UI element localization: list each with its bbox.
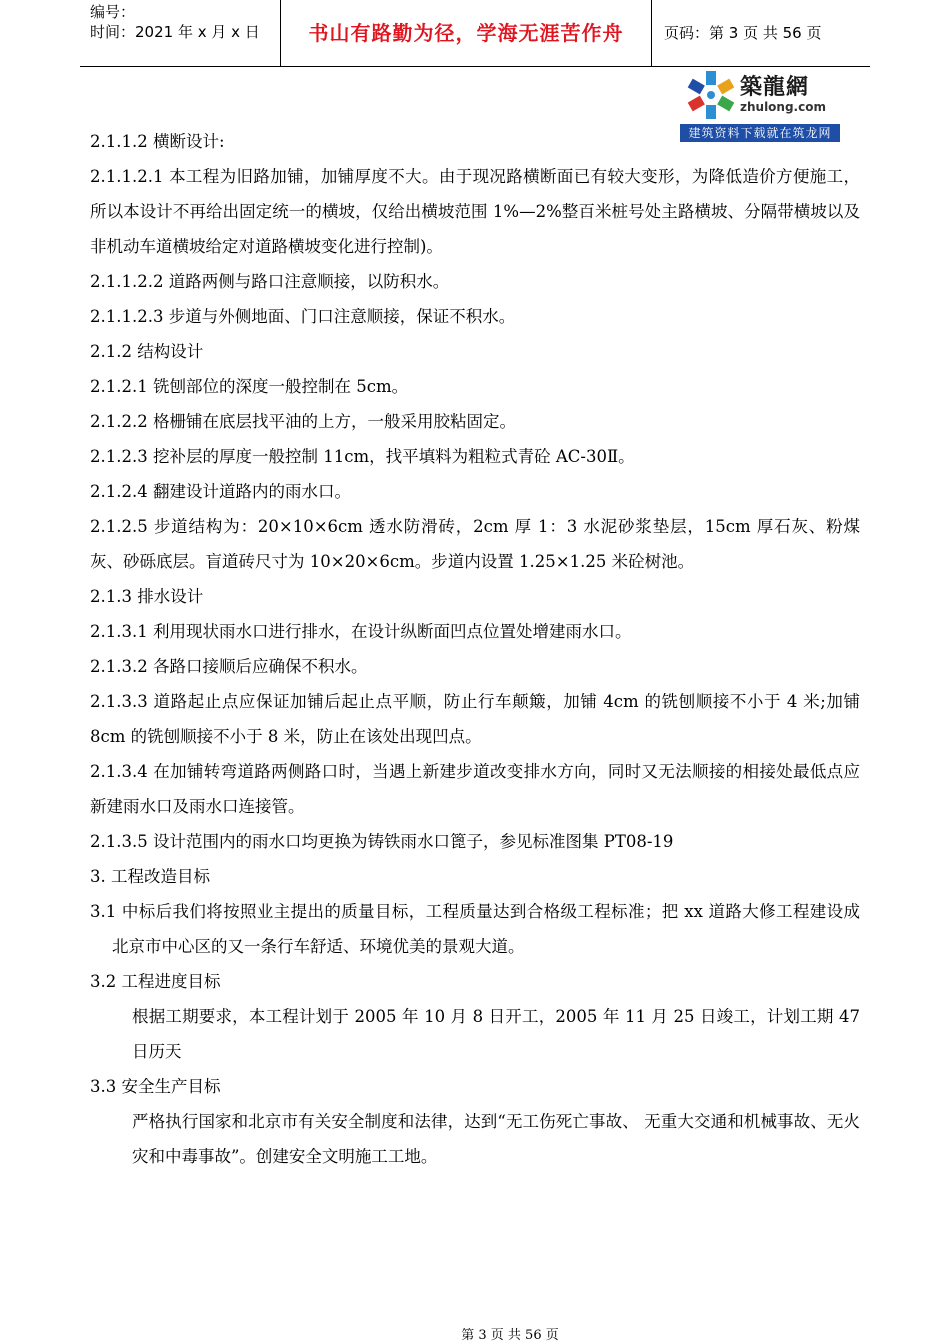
document-number-label: 编号：	[90, 3, 136, 21]
document-paragraph: 2.1.3.4 在加铺转弯道路两侧路口时，当遇上新建步道改变排水方向，同时又无法顺接的相接处最低点应新建雨水口及雨水口连接管。	[90, 762, 860, 816]
header-page-cell	[652, 0, 870, 66]
document-paragraph: 2.1.2.4 翻建设计道路内的雨水口。	[90, 482, 351, 501]
document-paragraph: 3.2 工程进度目标	[90, 972, 221, 991]
document-paragraph: 根据工期要求，本工程计划于 2005 年 10 月 8 日开工，2005 年 11 月 25 日竣工，计划工期 47 日历天	[132, 1007, 860, 1061]
document-paragraph: 2.1.1.2.1 本工程为旧路加铺，加铺厚度不大。由于现况路横断面已有较大变形，为降低造价方便施工，所以本设计不再给出固定统一的横坡，仅给出横坡范围 1%—2%整百米桩号处主路横坡、分隔带横坡以及非机动车道横坡给定对道路横坡变化进行控制)。	[90, 167, 860, 256]
logo-name: 築龍網	[740, 74, 810, 100]
document-paragraph: 3. 工程改造目标	[90, 867, 210, 886]
header-page-count: 页码：第 3 页 共 56 页	[664, 24, 822, 42]
header-motto: 书山有路勤为径，学海无涯苦作舟	[308, 21, 624, 45]
document-paragraph: 2.1.2.3 挖补层的厚度一般控制 11cm，找平填料为粗粒式青砼 AC-30Ⅱ。	[90, 447, 635, 466]
document-paragraph: 3.1 中标后我们将按照业主提出的质量目标，工程质量达到合格级工程标准；把 xx 道路大修工程建设成北京市中心区的又一条行车舒适、环境优美的景观大道。	[90, 902, 860, 956]
page-header	[80, 0, 870, 67]
page-footer: 第 3 页 共 56 页	[461, 1328, 559, 1343]
document-paragraph: 严格执行国家和北京市有关安全制度和法律，达到“无工伤死亡事故、 无重大交通和机械事故、无火灾和中毒事故”。创建安全文明施工工地。	[132, 1112, 860, 1166]
document-paragraph: 2.1.1.2 横断设计:	[90, 132, 225, 151]
document-paragraph: 2.1.1.2.3 步道与外侧地面、门口注意顺接，保证不积水。	[90, 307, 516, 326]
logo-banner: 建筑资料下载就在筑龙网	[680, 124, 840, 142]
document-paragraph: 2.1.2 结构设计	[90, 342, 204, 361]
document-paragraph: 2.1.2.2 格栅铺在底层找平油的上方，一般采用胶粘固定。	[90, 412, 516, 431]
header-motto-cell	[281, 0, 652, 66]
logo-domain: zhulong.com	[740, 100, 826, 114]
document-paragraph: 2.1.3.3 道路起止点应保证加铺后起止点平顺，防止行车颠簸，加铺 4cm 的铣刨顺接不小于 4 米;加铺 8cm 的铣刨顺接不小于 8 米，防止在该处出现凹点。	[90, 692, 860, 746]
document-paragraph: 2.1.2.5 步道结构为：20×10×6cm 透水防滑砖，2cm 厚 1：3 水泥砂浆垫层，15cm 厚石灰、粉煤灰、砂砾底层。盲道砖尺寸为 10×20×6cm。步道内设置 1.25×1.25 米砼树池。	[90, 517, 860, 571]
document-paragraph: 2.1.3.1 利用现状雨水口进行排水，在设计纵断面凹点位置处增建雨水口。	[90, 622, 632, 641]
snowflake-logo-icon	[684, 68, 738, 122]
document-body	[90, 124, 860, 1174]
document-paragraph: 2.1.3 排水设计	[90, 587, 204, 606]
document-paragraph: 3.3 安全生产目标	[90, 1077, 221, 1096]
document-paragraph: 2.1.3.2 各路口接顺后应确保不积水。	[90, 657, 368, 676]
document-paragraph: 2.1.2.1 铣刨部位的深度一般控制在 5cm。	[90, 377, 409, 396]
header-left-cell	[80, 0, 281, 66]
document-date: 时间：2021 年 x 月 x 日	[90, 23, 260, 41]
document-paragraph: 2.1.3.5 设计范围内的雨水口均更换为铸铁雨水口篦子，参见标准图集 PT08-19	[90, 832, 674, 851]
document-paragraph: 2.1.1.2.2 道路两侧与路口注意顺接，以防积水。	[90, 272, 450, 291]
